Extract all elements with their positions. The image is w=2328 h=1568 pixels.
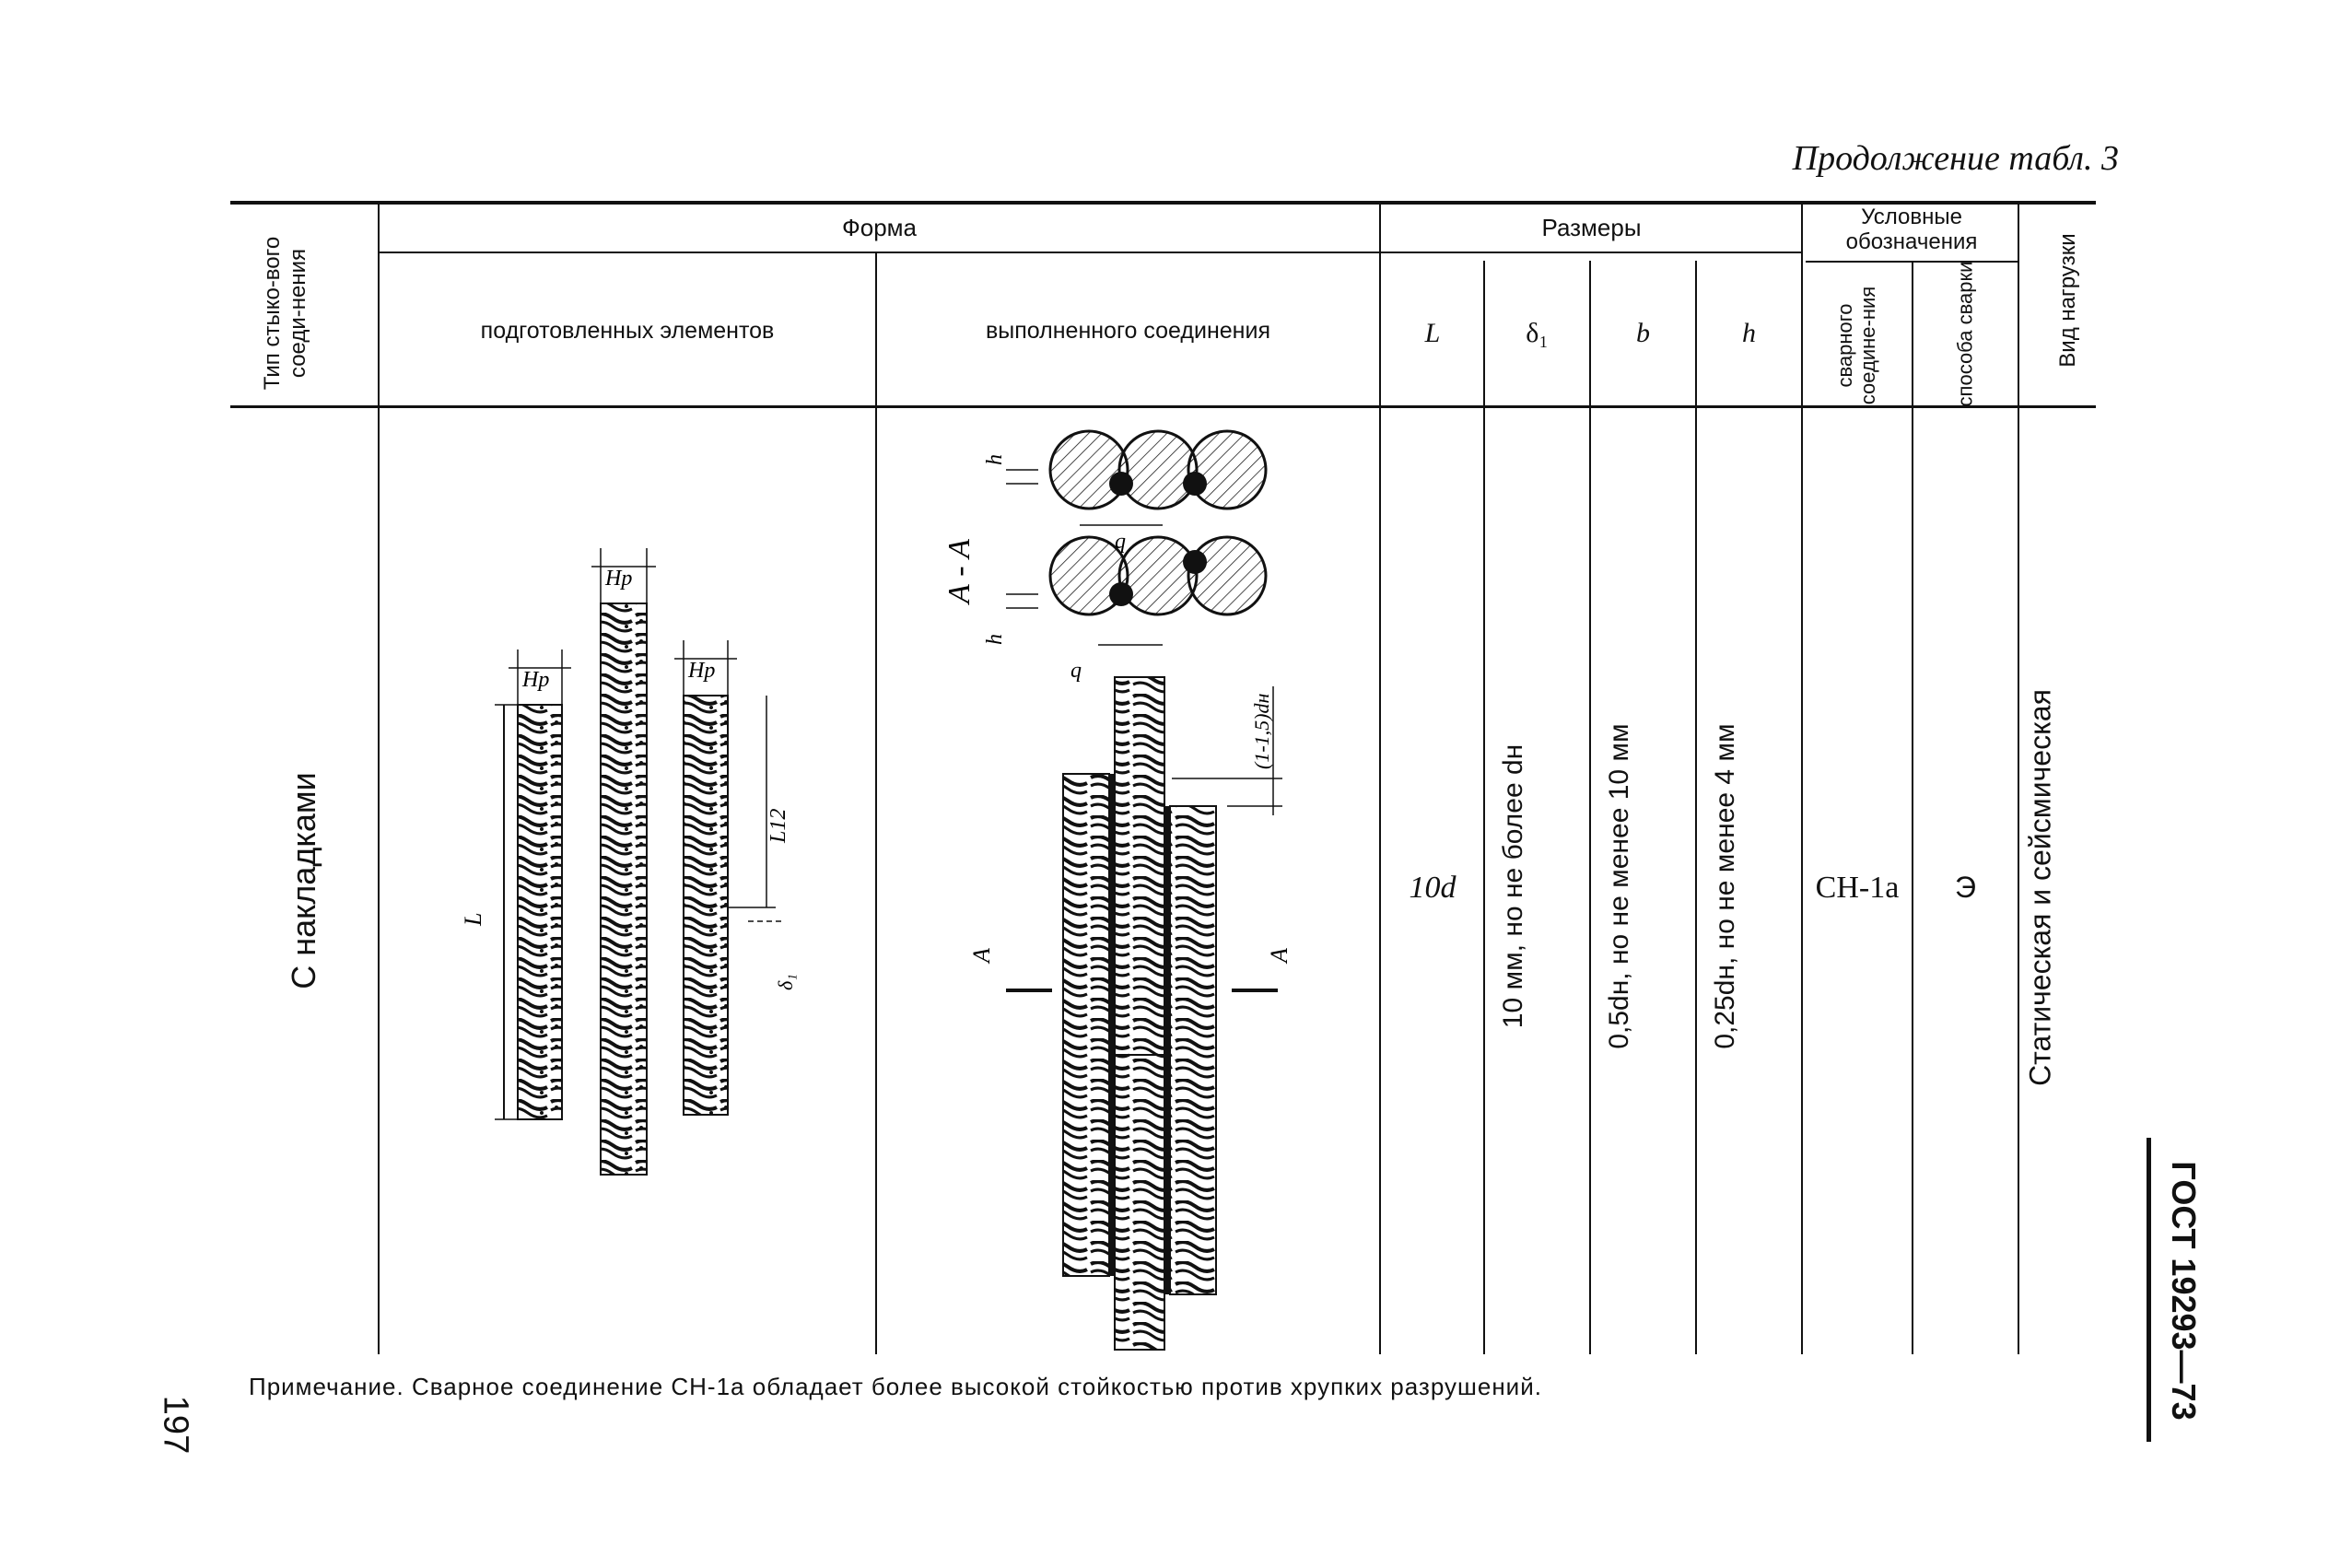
prepared-elements-drawing bbox=[380, 410, 875, 1354]
header-h: h bbox=[1742, 318, 1756, 348]
standard-rule bbox=[2147, 1138, 2151, 1442]
header-L: L bbox=[1424, 318, 1441, 348]
cell-joint-type: С накладками bbox=[285, 772, 322, 989]
header-completed-joint: выполненного соединения bbox=[986, 318, 1270, 344]
completed-joint-drawing bbox=[877, 410, 1379, 1354]
header-delta1: δ₁ bbox=[1526, 318, 1549, 348]
label-L12: L12 bbox=[766, 808, 790, 843]
label-delta1: δ₁ bbox=[774, 974, 797, 990]
cell-h: 0,25dн, но не менее 4 мм bbox=[1710, 723, 1740, 1049]
cell-L: 10d bbox=[1409, 871, 1456, 905]
header-load-type: Вид нагрузки bbox=[2055, 233, 2080, 368]
label-q-top: q bbox=[1115, 530, 1126, 554]
table-note: Примечание. Сварное соединение СН-1а обладает более высокой стойкостью против хрупких разрушений. bbox=[249, 1373, 1542, 1400]
main-rebar-lower bbox=[1115, 1055, 1164, 1350]
cell-weld-method: Э bbox=[1955, 871, 1976, 904]
label-hp-left: Нр bbox=[522, 668, 550, 692]
cell-load-type: Статическая и сейсмическая bbox=[2023, 689, 2057, 1086]
left-rebar bbox=[518, 705, 562, 1119]
label-q-bottom: q bbox=[1070, 659, 1082, 683]
right-splice-plate bbox=[1170, 806, 1216, 1294]
header-b: b bbox=[1636, 318, 1650, 348]
header-weld-joint: сварного соедине-ния bbox=[1833, 286, 1879, 405]
cell-delta1: 10 мм, но не более dн bbox=[1498, 743, 1528, 1029]
right-rebar bbox=[684, 696, 728, 1115]
cell-weld-joint: СН-1а bbox=[1815, 871, 1900, 905]
cross-section-bottom bbox=[1050, 537, 1266, 614]
label-A-left: А bbox=[968, 948, 995, 963]
main-rebar-upper bbox=[1115, 677, 1164, 1055]
header-prepared-elements: подготовленных элементов bbox=[480, 318, 775, 344]
label-L: L bbox=[460, 912, 486, 926]
label-A-right: А bbox=[1266, 948, 1293, 963]
cell-b: 0,5dн, но не менее 10 мм bbox=[1604, 723, 1634, 1049]
header-weld-method: способа сварки bbox=[1953, 261, 1977, 407]
label-section-AA: А - А bbox=[942, 539, 977, 603]
header-designations: Условные обозначения bbox=[1845, 205, 1978, 254]
standard-designation: ГОСТ 19293—73 bbox=[2165, 1161, 2203, 1421]
table-continuation-title: Продолжение табл. 3 bbox=[1792, 139, 2119, 178]
left-splice-plate bbox=[1063, 774, 1109, 1276]
label-h-bottom: h bbox=[983, 634, 1007, 645]
label-offset: (1-1,5)dн bbox=[1250, 693, 1273, 769]
page-number: 197 bbox=[156, 1395, 195, 1455]
cross-section-top bbox=[1050, 431, 1266, 509]
label-hp-right: Нр bbox=[688, 659, 716, 683]
label-hp-middle: Нр bbox=[605, 567, 633, 591]
header-sizes: Размеры bbox=[1541, 214, 1642, 241]
label-h-top: h bbox=[983, 454, 1007, 465]
middle-rebar bbox=[601, 603, 647, 1175]
header-form: Форма bbox=[841, 214, 918, 241]
header-joint-type: Тип стыко-вого соеди-нения bbox=[260, 236, 310, 391]
